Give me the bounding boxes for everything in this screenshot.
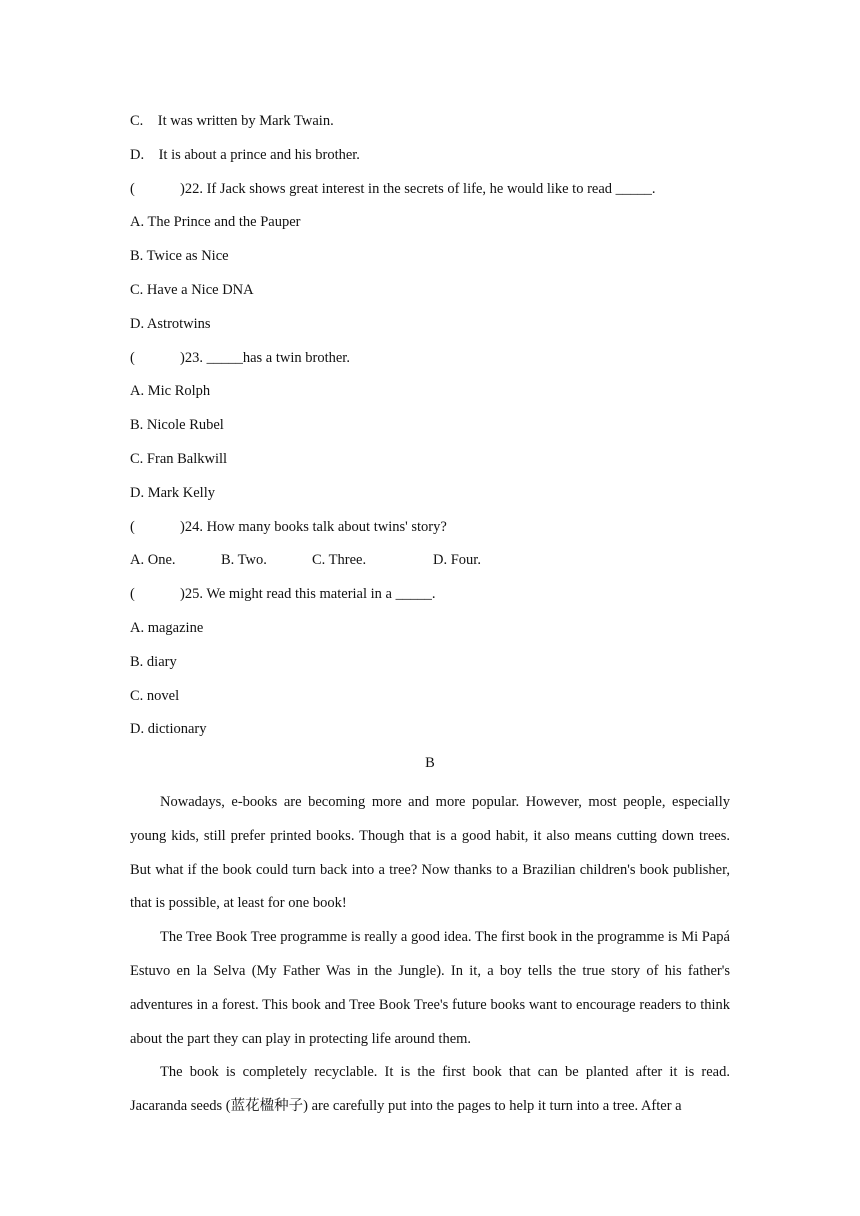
q23-stem: )23. _____has a twin brother.	[180, 349, 350, 366]
q25-option-d: D. dictionary	[130, 721, 207, 738]
document-page	[130, 110, 730, 1124]
q25-option-c: C. novel	[130, 687, 180, 704]
q22-stem-line	[130, 178, 730, 212]
answer-blank: (	[130, 586, 135, 603]
q24-stem-line	[130, 516, 730, 550]
q24-option-d: D. Four.	[433, 552, 481, 569]
q23-option-d: D. Mark Kelly	[130, 484, 215, 501]
q23-option-c: C. Fran Balkwill	[130, 450, 228, 467]
passage-paragraph-3: The book is completely recyclable. It is the first book that can be planted after it is read. Jacaranda seeds (蓝花楹种子) are carefully put into the pages to help it turn into a tree. After a	[130, 1064, 730, 1115]
q23-stem-line	[130, 347, 730, 381]
q25-stem: )25. We might read this material in a _____.	[180, 586, 436, 603]
q23-option-a: A. Mic Rolph	[130, 383, 211, 400]
q22-stem: )22. If Jack shows great interest in the secrets of life, he would like to read _____.	[180, 180, 656, 197]
section-b-heading: B	[425, 755, 435, 772]
q22-option-a: A. The Prince and the Pauper	[130, 214, 301, 231]
q24-option-b: B. Two.	[221, 552, 267, 569]
passage-paragraph-2: The Tree Book Tree programme is really a good idea. The first book in the programme is Mi Papá Estuvo en la Selva (My Father Was in the Jungle). In it, a boy tells the true story of his father's adventures in a forest. This book and Tree Book Tree's future books want to encourage readers to think about the part they can play in protecting life around them.	[130, 929, 730, 1047]
q24-stem: )24. How many books talk about twins' story?	[180, 518, 447, 535]
answer-blank: (	[130, 518, 135, 535]
answer-blank: (	[130, 349, 135, 366]
q22-option-c: C. Have a Nice DNA	[130, 281, 254, 298]
q24-option-c: C. Three.	[312, 552, 367, 569]
q22-option-b: B. Twice as Nice	[130, 248, 229, 265]
q21-option-c: C. It was written by Mark Twain.	[130, 113, 334, 129]
q23-option-b: B. Nicole Rubel	[130, 417, 224, 434]
q24-options-row	[130, 549, 730, 583]
q24-option-a: A. One.	[130, 552, 176, 569]
answer-blank: (	[130, 180, 135, 197]
passage-paragraph-1: Nowadays, e-books are becoming more and more popular. However, most people, especially young kids, still prefer printed books. Though that is a good habit, it also means cutting down trees. But what if the book could turn back into a tree? Now thanks to a Brazilian children's book publisher, that is possible, at least for one book!	[130, 793, 730, 912]
q21-option-d: D. It is about a prince and his brother.	[130, 146, 360, 163]
q25-option-a: A. magazine	[130, 619, 204, 636]
q25-stem-line	[130, 583, 730, 617]
q25-option-b: B. diary	[130, 653, 177, 670]
q22-option-d: D. Astrotwins	[130, 315, 211, 332]
